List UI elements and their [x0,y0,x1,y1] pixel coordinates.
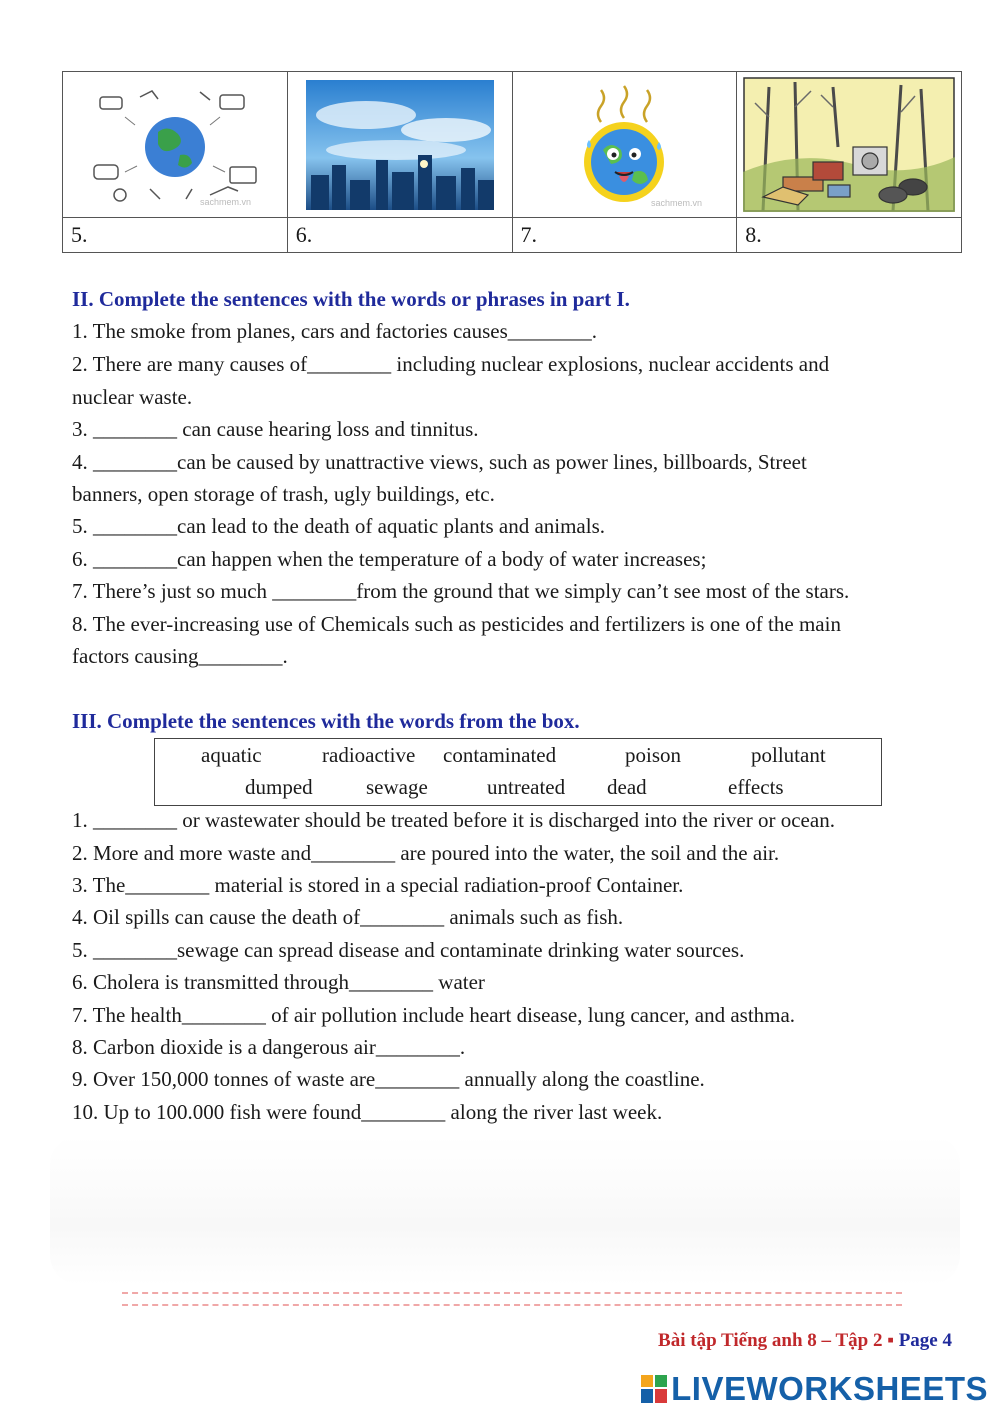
book-title: Bài tập Tiếng anh 8 – Tập 2 [658,1330,883,1351]
word-box-item: effects [728,775,784,799]
footer-separator: ▪ [887,1330,894,1351]
section-3-line: 7. The health________ of air pollution include heart disease, lung cancer, and asthma. [72,1003,796,1027]
page-divider [122,1292,902,1306]
section-2-line: 6. ________can happen when the temperature of a body of water increases; [72,547,707,571]
section-2-line: factors causing________. [72,644,288,668]
section-3-line: 2. More and more waste and________ are poured into the water, the soil and the air. [72,841,780,865]
page-number: Page 4 [898,1330,952,1351]
word-box [154,738,882,806]
garbage-dump-forest-icon [743,77,955,212]
word-box-item: aquatic [201,743,262,767]
picture-cell-5 [63,72,288,218]
section-2-heading: II. Complete the sentences with the words or phrases in part I. [72,287,630,311]
picture-cell-8 [737,72,962,218]
section-2-line: 8. The ever-increasing use of Chemicals such as pesticides and fertilizers is one of the main [72,612,841,636]
section-2-line: 5. ________can lead to the death of aquatic plants and animals. [72,514,606,538]
section-2-line: banners, open storage of trash, ugly buildings, etc. [72,482,495,506]
word-box-item: poison [625,743,682,767]
liveworksheets-brand[interactable] [641,1370,988,1408]
section-3-line: 3. The________ material is stored in a special radiation-proof Container. [72,873,684,897]
section-3-line: 9. Over 150,000 tonnes of waste are________ annually along the coastline. [72,1067,705,1091]
word-box-item: untreated [487,775,566,799]
faded-scan-area [50,1135,960,1285]
section-3-line: 10. Up to 100.000 fish were found________ along the river last week. [72,1100,663,1124]
picture-number-8: 8. [737,218,962,253]
word-box-item: dead [607,775,647,799]
section-2-line: 3. ________ can cause hearing loss and tinnitus. [72,417,479,441]
section-2-line: 2. There are many causes of________ including nuclear explosions, nuclear accidents and [72,352,830,376]
section-3-line: 4. Oil spills can cause the death of________ animals such as fish. [72,905,624,929]
picture-table [62,71,962,253]
watermark: sachmem.vn [651,197,703,208]
picture-cell-6 [287,72,512,218]
picture-number-7: 7. [512,218,737,253]
brand-name: LIVEWORKSHEETS [671,1370,988,1407]
section-2-line: nuclear waste. [72,385,193,409]
section-3-line: 5. ________sewage can spread disease and contaminate drinking water sources. [72,938,745,962]
section-3-heading: III. Complete the sentences with the words from the box. [72,709,580,733]
word-box-item: dumped [245,775,313,799]
picture-cell-7 [512,72,737,218]
sweating-earth-icon [539,80,709,210]
section-3-line: 6. Cholera is transmitted through________ water [72,970,485,994]
word-box-item: sewage [366,775,428,799]
section-3-line: 8. Carbon dioxide is a dangerous air________. [72,1035,466,1059]
section-3-line: 1. ________ or wastewater should be treated before it is discharged into the river or ocean. [72,808,835,832]
picture-number-6: 6. [287,218,512,253]
watermark: sachmem.vn [199,197,251,207]
section-2-line: 4. ________can be caused by unattractive views, such as power lines, billboards, Street [72,450,807,474]
section-2-line: 1. The smoke from planes, cars and factories causes________. [72,319,598,343]
picture-number-5: 5. [63,218,288,253]
page-footer [658,1330,952,1352]
air-pollution-globe-icon [80,77,270,212]
word-box-item: pollutant [751,743,826,767]
light-pollution-city-icon [306,80,494,210]
section-2-line: 7. There’s just so much ________from the ground that we simply can’t see most of the stars. [72,579,850,603]
word-box-item: contaminated [443,743,557,767]
word-box-item: radioactive [322,743,416,767]
liveworksheets-logo-icon [641,1375,667,1403]
